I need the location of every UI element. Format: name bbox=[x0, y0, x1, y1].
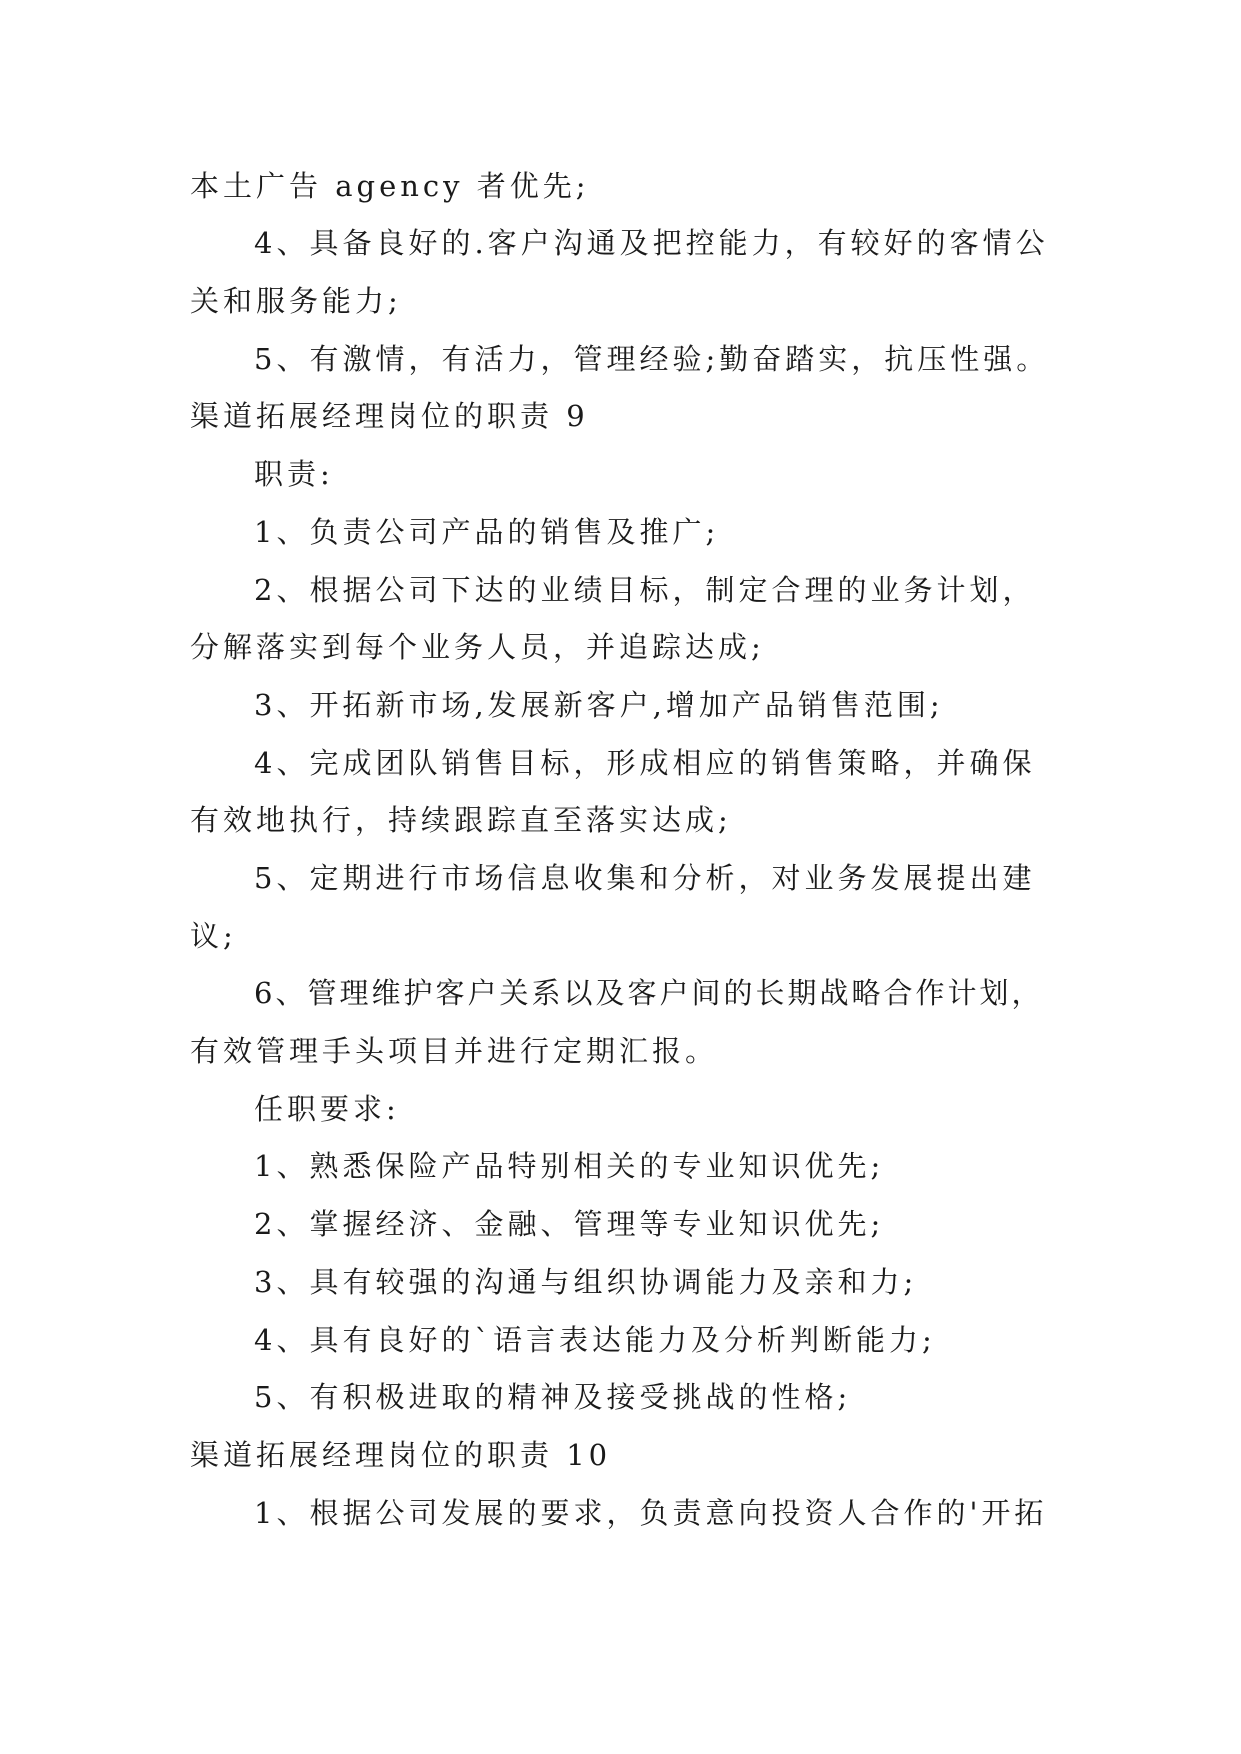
text-line: 4、具有良好的`语言表达能力及分析判断能力; bbox=[254, 1323, 936, 1357]
text-line: 5、定期进行市场信息收集和分析，对业务发展提出建 bbox=[254, 861, 1036, 895]
text-line: 本土广告 agency 者优先; bbox=[190, 169, 590, 203]
text-line: 4、具备良好的.客户沟通及把控能力，有较好的客情公 bbox=[254, 226, 1049, 260]
text-line: 2、掌握经济、金融、管理等专业知识优先; bbox=[254, 1207, 885, 1241]
text-line: 4、完成团队销售目标，形成相应的销售策略，并确保 bbox=[254, 746, 1036, 780]
text-line: 有效地执行，持续跟踪直至落实达成; bbox=[190, 803, 732, 837]
text-line: 2、根据公司下达的业绩目标，制定合理的业务计划， bbox=[254, 573, 1036, 607]
text-line: 5、有激情，有活力，管理经验;勤奋踏实，抗压性强。 bbox=[254, 342, 1050, 376]
text-line: 议; bbox=[190, 919, 237, 953]
text-line: 3、具有较强的沟通与组织协调能力及亲和力; bbox=[254, 1265, 918, 1299]
text-line: 职责: bbox=[254, 457, 334, 491]
text-line: 任职要求: bbox=[254, 1092, 400, 1126]
text-line: 1、根据公司发展的要求，负责意向投资人合作的'开拓 bbox=[254, 1496, 1048, 1530]
text-line: 有效管理手头项目并进行定期汇报。 bbox=[190, 1034, 719, 1068]
text-line: 3、开拓新市场,发展新客户,增加产品销售范围; bbox=[254, 688, 944, 722]
text-line: 关和服务能力; bbox=[190, 284, 402, 318]
text-line: 1、负责公司产品的销售及推广; bbox=[254, 515, 720, 549]
section-heading: 渠道拓展经理岗位的职责 10 bbox=[190, 1438, 612, 1472]
section-heading: 渠道拓展经理岗位的职责 9 bbox=[190, 399, 589, 433]
text-line: 分解落实到每个业务人员，并追踪达成; bbox=[190, 630, 765, 664]
text-line: 6、管理维护客户关系以及客户间的长期战略合作计划， bbox=[254, 976, 1044, 1010]
text-line: 1、熟悉保险产品特别相关的专业知识优先; bbox=[254, 1149, 885, 1183]
text-line: 5、有积极进取的精神及接受挑战的性格; bbox=[254, 1380, 852, 1414]
